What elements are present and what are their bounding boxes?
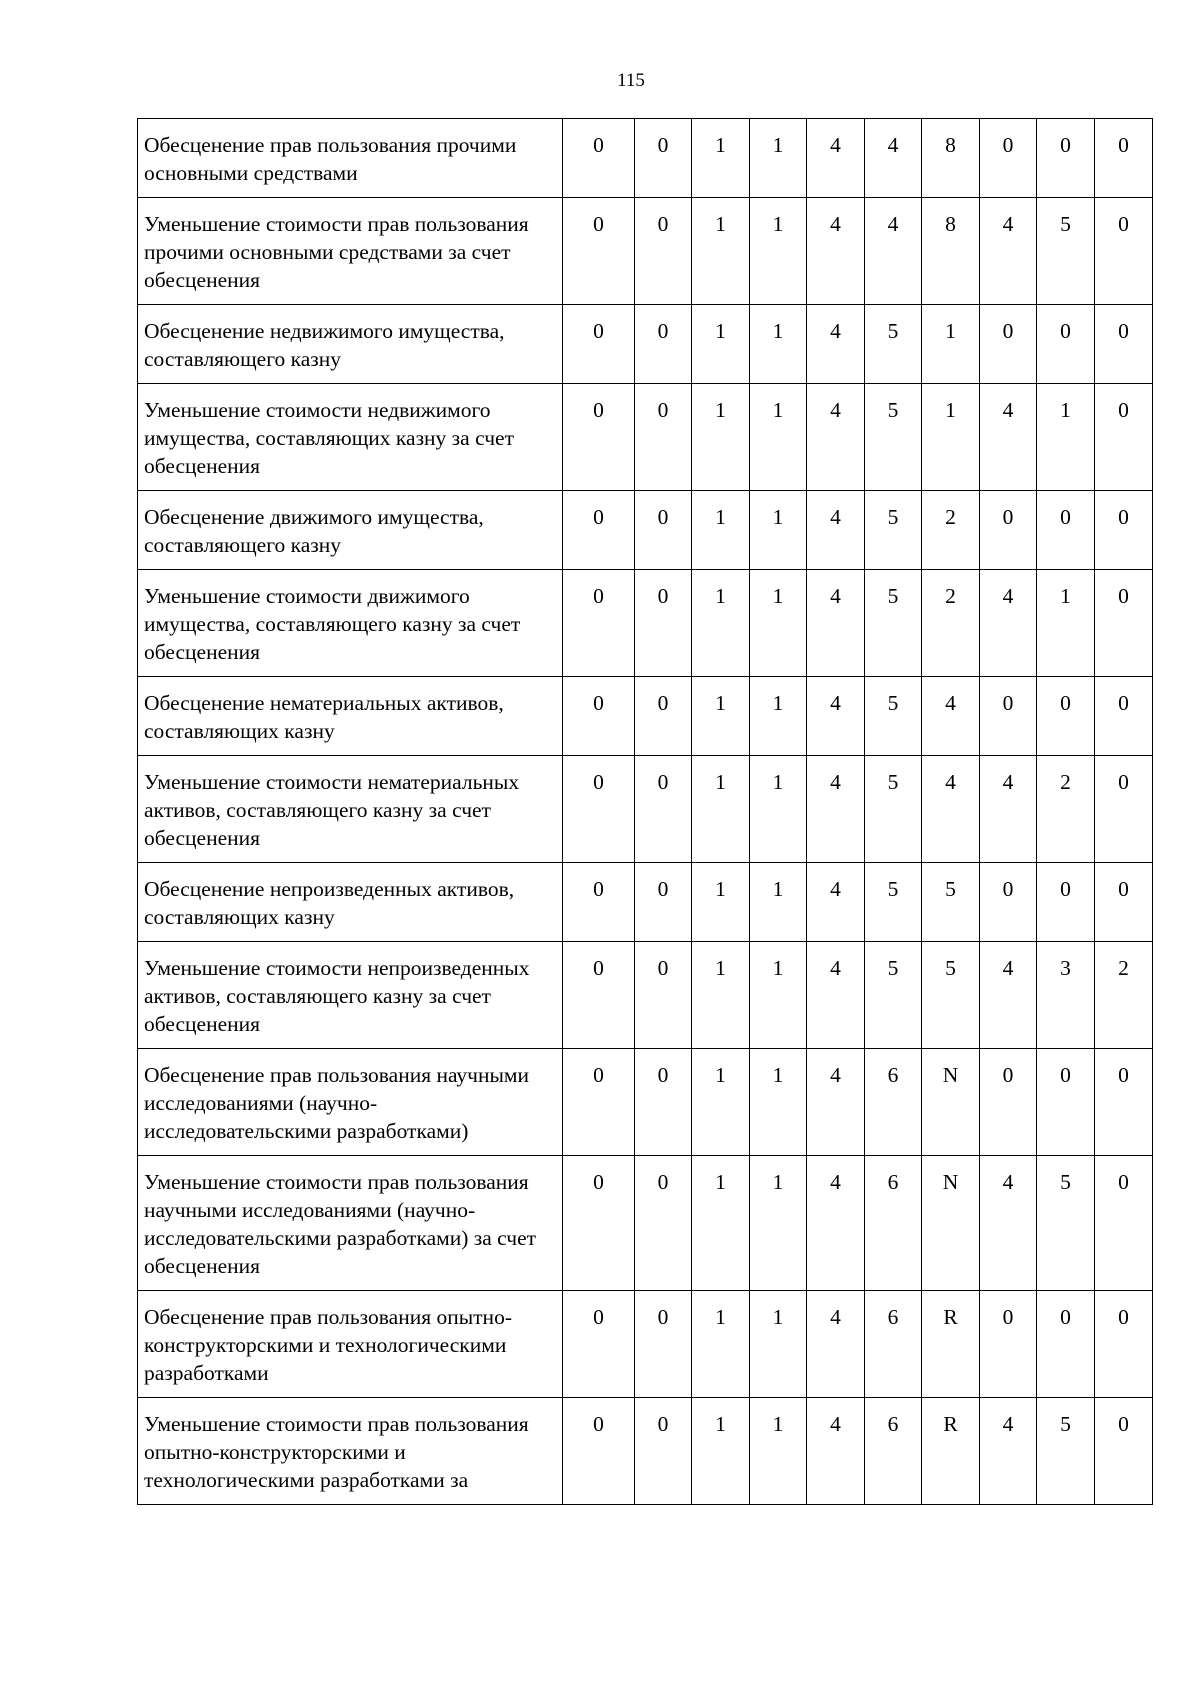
code-digit-10: 2 [1095, 942, 1153, 1049]
code-digit-1: 0 [563, 1398, 635, 1505]
table-row [138, 119, 1153, 198]
code-digit-2: 0 [635, 942, 692, 1049]
code-digit-6: 5 [865, 677, 922, 756]
code-digit-10: 0 [1095, 1291, 1153, 1398]
code-digit-3: 1 [692, 756, 750, 863]
code-digit-2: 0 [635, 491, 692, 570]
code-digit-8: 0 [980, 305, 1037, 384]
code-digit-6: 6 [865, 1156, 922, 1291]
code-digit-10: 0 [1095, 384, 1153, 491]
code-digit-2: 0 [635, 1291, 692, 1398]
code-digit-3: 1 [692, 863, 750, 942]
code-digit-4: 1 [750, 942, 807, 1049]
code-digit-5: 4 [807, 942, 865, 1049]
code-digit-6: 5 [865, 384, 922, 491]
code-digit-10: 0 [1095, 491, 1153, 570]
code-digit-4: 1 [750, 863, 807, 942]
code-digit-1: 0 [563, 677, 635, 756]
code-digit-9: 0 [1037, 491, 1095, 570]
code-digit-8: 0 [980, 863, 1037, 942]
code-digit-1: 0 [563, 756, 635, 863]
row-description: Обесценение недвижимого имущества, составляющего казну [138, 305, 563, 384]
code-digit-6: 5 [865, 491, 922, 570]
row-description: Уменьшение стоимости движимого имущества, составляющего казну за счет обесценения [138, 570, 563, 677]
code-digit-7: 8 [922, 119, 980, 198]
row-description: Уменьшение стоимости нематериальных активов, составляющего казну за счет обесценения [138, 756, 563, 863]
code-digit-4: 1 [750, 491, 807, 570]
row-description: Обесценение прав пользования прочими основными средствами [138, 119, 563, 198]
code-digit-2: 0 [635, 198, 692, 305]
row-description: Уменьшение стоимости недвижимого имущества, составляющих казну за счет обесценения [138, 384, 563, 491]
code-digit-9: 0 [1037, 863, 1095, 942]
code-digit-5: 4 [807, 119, 865, 198]
code-digit-1: 0 [563, 198, 635, 305]
code-digit-3: 1 [692, 1049, 750, 1156]
code-digit-1: 0 [563, 1291, 635, 1398]
code-digit-4: 1 [750, 677, 807, 756]
code-digit-3: 1 [692, 677, 750, 756]
code-digit-5: 4 [807, 863, 865, 942]
code-digit-7: 5 [922, 942, 980, 1049]
code-digit-5: 4 [807, 677, 865, 756]
code-digit-6: 6 [865, 1398, 922, 1505]
table-row [138, 570, 1153, 677]
code-digit-1: 0 [563, 119, 635, 198]
code-digit-5: 4 [807, 1156, 865, 1291]
table-row [138, 1398, 1153, 1505]
code-digit-2: 0 [635, 305, 692, 384]
code-digit-3: 1 [692, 942, 750, 1049]
code-digit-6: 5 [865, 570, 922, 677]
code-digit-1: 0 [563, 491, 635, 570]
code-digit-8: 4 [980, 570, 1037, 677]
code-digit-6: 5 [865, 863, 922, 942]
table-row [138, 384, 1153, 491]
code-digit-7: 4 [922, 756, 980, 863]
table-row [138, 1049, 1153, 1156]
code-digit-6: 5 [865, 942, 922, 1049]
code-digit-5: 4 [807, 491, 865, 570]
code-digit-8: 0 [980, 1049, 1037, 1156]
code-digit-3: 1 [692, 570, 750, 677]
code-digit-7: 5 [922, 863, 980, 942]
code-digit-8: 4 [980, 1156, 1037, 1291]
code-digit-7: 2 [922, 570, 980, 677]
row-description: Обесценение движимого имущества, составляющего казну [138, 491, 563, 570]
code-digit-5: 4 [807, 570, 865, 677]
page-number: 115 [617, 70, 645, 91]
code-digit-7: N [922, 1049, 980, 1156]
code-digit-4: 1 [750, 384, 807, 491]
code-digit-10: 0 [1095, 198, 1153, 305]
code-digit-3: 1 [692, 1398, 750, 1505]
code-digit-4: 1 [750, 119, 807, 198]
table-row [138, 491, 1153, 570]
code-digit-1: 0 [563, 384, 635, 491]
code-digit-10: 0 [1095, 119, 1153, 198]
code-digit-10: 0 [1095, 1156, 1153, 1291]
code-digit-2: 0 [635, 756, 692, 863]
code-digit-10: 0 [1095, 305, 1153, 384]
code-digit-6: 4 [865, 119, 922, 198]
table-row [138, 1291, 1153, 1398]
code-digit-2: 0 [635, 1156, 692, 1291]
table-row [138, 677, 1153, 756]
code-digit-5: 4 [807, 1291, 865, 1398]
code-digit-2: 0 [635, 677, 692, 756]
table-row [138, 198, 1153, 305]
code-digit-1: 0 [563, 305, 635, 384]
code-digit-8: 0 [980, 677, 1037, 756]
table-row [138, 756, 1153, 863]
code-digit-10: 0 [1095, 756, 1153, 863]
code-digit-4: 1 [750, 1291, 807, 1398]
code-digit-9: 5 [1037, 1156, 1095, 1291]
code-digit-8: 0 [980, 491, 1037, 570]
code-digit-2: 0 [635, 1398, 692, 1505]
code-digit-7: 1 [922, 305, 980, 384]
code-digit-4: 1 [750, 1156, 807, 1291]
code-digit-8: 4 [980, 942, 1037, 1049]
code-digit-7: N [922, 1156, 980, 1291]
table-row [138, 863, 1153, 942]
row-description: Обесценение прав пользования опытно-конструкторскими и технологическими разработками [138, 1291, 563, 1398]
code-digit-8: 0 [980, 1291, 1037, 1398]
code-digit-5: 4 [807, 384, 865, 491]
code-digit-4: 1 [750, 1398, 807, 1505]
code-digit-3: 1 [692, 119, 750, 198]
code-digit-7: 8 [922, 198, 980, 305]
row-description: Уменьшение стоимости прав пользования прочими основными средствами за счет обесценения [138, 198, 563, 305]
code-digit-9: 1 [1037, 570, 1095, 677]
code-digit-7: 4 [922, 677, 980, 756]
code-digit-1: 0 [563, 863, 635, 942]
code-digit-8: 4 [980, 198, 1037, 305]
code-digit-5: 4 [807, 1049, 865, 1156]
code-digit-9: 3 [1037, 942, 1095, 1049]
code-digit-5: 4 [807, 1398, 865, 1505]
code-digit-7: 1 [922, 384, 980, 491]
row-description: Обесценение непроизведенных активов, составляющих казну [138, 863, 563, 942]
code-digit-10: 0 [1095, 677, 1153, 756]
code-digit-3: 1 [692, 384, 750, 491]
code-digit-9: 0 [1037, 305, 1095, 384]
code-digit-3: 1 [692, 1156, 750, 1291]
code-digit-2: 0 [635, 119, 692, 198]
code-digit-3: 1 [692, 198, 750, 305]
code-digit-2: 0 [635, 1049, 692, 1156]
row-description: Обесценение нематериальных активов, составляющих казну [138, 677, 563, 756]
account-codes-table [137, 118, 1153, 1505]
code-digit-9: 0 [1037, 677, 1095, 756]
code-digit-9: 0 [1037, 1291, 1095, 1398]
code-digit-10: 0 [1095, 863, 1153, 942]
code-digit-3: 1 [692, 1291, 750, 1398]
code-digit-4: 1 [750, 1049, 807, 1156]
code-digit-9: 5 [1037, 198, 1095, 305]
code-digit-5: 4 [807, 305, 865, 384]
code-digit-2: 0 [635, 863, 692, 942]
code-digit-4: 1 [750, 756, 807, 863]
code-digit-6: 5 [865, 305, 922, 384]
code-digit-1: 0 [563, 1049, 635, 1156]
table-row [138, 942, 1153, 1049]
code-digit-8: 0 [980, 119, 1037, 198]
code-digit-1: 0 [563, 570, 635, 677]
code-digit-6: 4 [865, 198, 922, 305]
code-digit-9: 5 [1037, 1398, 1095, 1505]
code-digit-7: 2 [922, 491, 980, 570]
code-digit-1: 0 [563, 942, 635, 1049]
code-digit-4: 1 [750, 198, 807, 305]
code-digit-5: 4 [807, 756, 865, 863]
row-description: Уменьшение стоимости прав пользования опытно-конструкторскими и технологическими разработками за [138, 1398, 563, 1505]
code-digit-4: 1 [750, 305, 807, 384]
code-digit-6: 6 [865, 1291, 922, 1398]
table-row [138, 305, 1153, 384]
code-digit-8: 4 [980, 384, 1037, 491]
table-row [138, 1156, 1153, 1291]
code-digit-9: 0 [1037, 119, 1095, 198]
code-digit-8: 4 [980, 756, 1037, 863]
code-digit-7: R [922, 1291, 980, 1398]
code-digit-8: 4 [980, 1398, 1037, 1505]
code-digit-6: 6 [865, 1049, 922, 1156]
code-digit-7: R [922, 1398, 980, 1505]
code-digit-9: 1 [1037, 384, 1095, 491]
code-digit-3: 1 [692, 491, 750, 570]
code-digit-10: 0 [1095, 1398, 1153, 1505]
code-digit-10: 0 [1095, 570, 1153, 677]
code-digit-4: 1 [750, 570, 807, 677]
code-digit-5: 4 [807, 198, 865, 305]
row-description: Уменьшение стоимости непроизведенных активов, составляющего казну за счет обесценения [138, 942, 563, 1049]
code-digit-3: 1 [692, 305, 750, 384]
code-digit-6: 5 [865, 756, 922, 863]
code-digit-9: 2 [1037, 756, 1095, 863]
code-digit-2: 0 [635, 384, 692, 491]
code-digit-10: 0 [1095, 1049, 1153, 1156]
code-digit-1: 0 [563, 1156, 635, 1291]
row-description: Обесценение прав пользования научными исследованиями (научно-исследовательскими разработками) [138, 1049, 563, 1156]
row-description: Уменьшение стоимости прав пользования научными исследованиями (научно-исследовательскими разработками) за счет обесценения [138, 1156, 563, 1291]
code-digit-2: 0 [635, 570, 692, 677]
code-digit-9: 0 [1037, 1049, 1095, 1156]
